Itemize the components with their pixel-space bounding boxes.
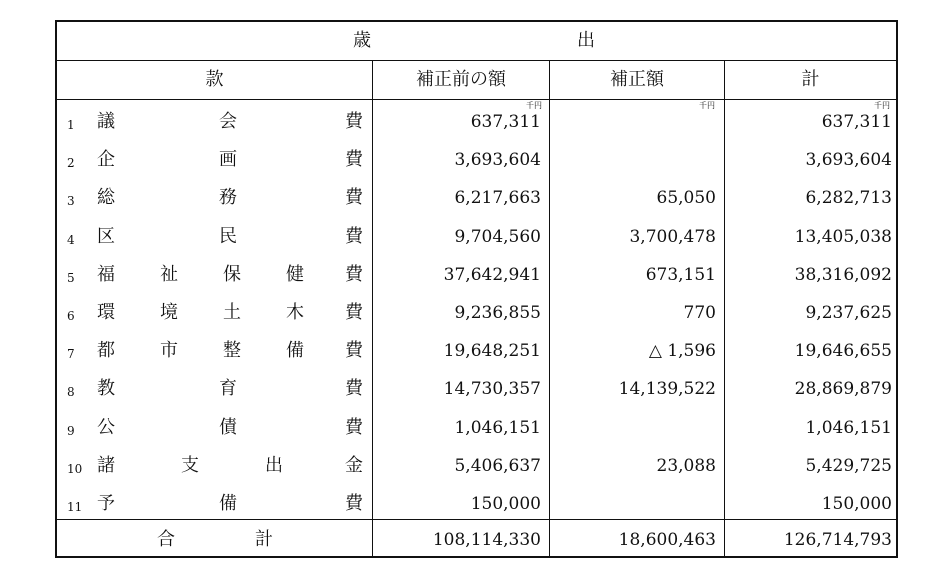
- item-name-char: 金: [345, 455, 363, 476]
- divider: [724, 60, 725, 556]
- value-before: 9,704,560: [454, 227, 541, 247]
- unit-label: 千円: [526, 101, 542, 110]
- value-before: 637,311: [470, 112, 541, 132]
- item-name-char: 民: [219, 226, 237, 247]
- row-number: 9: [67, 424, 75, 438]
- value-before: 37,642,941: [443, 265, 541, 285]
- item-name-char: 市: [160, 340, 178, 361]
- header-item: 款: [205, 69, 224, 90]
- item-name-char: 区: [97, 226, 115, 247]
- value-total: 3,693,604: [805, 150, 892, 170]
- row-number: 1: [67, 118, 75, 132]
- row-number: 10: [67, 462, 83, 476]
- item-name-char: 費: [345, 493, 363, 514]
- item-name-char: 費: [345, 187, 363, 208]
- total-before: 108,114,330: [432, 530, 541, 550]
- item-name-char: 土: [223, 302, 241, 323]
- value-total: 1,046,151: [805, 418, 892, 438]
- unit-label: 千円: [874, 101, 890, 110]
- value-amount: △ 1,596: [648, 341, 716, 361]
- row-number: 4: [67, 233, 75, 247]
- value-before: 14,730,357: [443, 379, 541, 399]
- row-number: 6: [67, 309, 75, 323]
- divider: [57, 519, 896, 520]
- total-total: 126,714,793: [783, 530, 892, 550]
- divider: [372, 60, 373, 556]
- item-name-char: 福: [97, 264, 115, 285]
- item-name-char: 教: [97, 378, 115, 399]
- value-total: 28,869,879: [794, 379, 892, 399]
- value-total: 9,237,625: [805, 303, 892, 323]
- item-name-char: 費: [345, 264, 363, 285]
- item-name-char: 総: [97, 187, 115, 208]
- item-name-char: 務: [219, 187, 237, 208]
- value-amount: 23,088: [656, 456, 716, 476]
- divider: [549, 60, 550, 556]
- item-name-char: 備: [286, 340, 304, 361]
- item-name-char: 木: [286, 302, 304, 323]
- item-name-char: 育: [219, 378, 237, 399]
- item-name-char: 費: [345, 111, 363, 132]
- value-total: 38,316,092: [794, 265, 892, 285]
- value-total: 13,405,038: [794, 227, 892, 247]
- item-name-char: 費: [345, 378, 363, 399]
- value-amount: 673,151: [645, 265, 716, 285]
- item-name-char: 企: [97, 149, 115, 170]
- total-amount: 18,600,463: [618, 530, 716, 550]
- item-name-char: 備: [219, 493, 237, 514]
- row-number: 5: [67, 271, 75, 285]
- item-name-char: 健: [286, 264, 304, 285]
- item-name-char: 予: [97, 493, 115, 514]
- value-amount: 770: [683, 303, 716, 323]
- value-amount: 3,700,478: [629, 227, 716, 247]
- value-before: 6,217,663: [454, 188, 541, 208]
- value-before: 3,693,604: [454, 150, 541, 170]
- item-name-char: 諸: [97, 455, 115, 476]
- item-name-char: 出: [265, 455, 283, 476]
- row-number: 2: [67, 156, 75, 170]
- item-name-char: 環: [97, 302, 115, 323]
- item-name-char: 都: [97, 340, 115, 361]
- divider: [57, 99, 896, 100]
- header-amount: 補正額: [610, 69, 664, 90]
- value-total: 637,311: [821, 112, 892, 132]
- value-before: 150,000: [470, 494, 541, 514]
- value-total: 150,000: [821, 494, 892, 514]
- header-title-char: 歳: [353, 30, 371, 51]
- budget-table: [55, 20, 898, 558]
- header-title-char: 出: [577, 30, 595, 51]
- item-name-char: 会: [219, 111, 237, 132]
- item-name-char: 整: [223, 340, 241, 361]
- header-total: 計: [801, 69, 820, 90]
- item-name-char: 議: [97, 111, 115, 132]
- item-name-char: 費: [345, 302, 363, 323]
- item-name-char: 公: [97, 417, 115, 438]
- total-label-char: 計: [255, 529, 273, 550]
- row-number: 7: [67, 347, 75, 361]
- value-total: 5,429,725: [805, 456, 892, 476]
- item-name-char: 費: [345, 340, 363, 361]
- row-number: 3: [67, 194, 75, 208]
- divider: [57, 60, 896, 61]
- item-name-char: 債: [219, 417, 237, 438]
- total-label-char: 合: [157, 529, 175, 550]
- item-name-char: 費: [345, 226, 363, 247]
- value-before: 19,648,251: [443, 341, 541, 361]
- value-before: 9,236,855: [454, 303, 541, 323]
- item-name-char: 支: [181, 455, 199, 476]
- header-before: 補正前の額: [416, 69, 506, 90]
- row-number: 11: [67, 500, 83, 514]
- item-name-char: 境: [160, 302, 178, 323]
- row-number: 8: [67, 385, 75, 399]
- unit-label: 千円: [699, 101, 715, 110]
- value-amount: 14,139,522: [618, 379, 716, 399]
- item-name-char: 祉: [160, 264, 178, 285]
- item-name-char: 保: [223, 264, 241, 285]
- item-name-char: 費: [345, 417, 363, 438]
- value-before: 1,046,151: [454, 418, 541, 438]
- value-total: 6,282,713: [805, 188, 892, 208]
- value-total: 19,646,655: [794, 341, 892, 361]
- item-name-char: 画: [219, 149, 237, 170]
- item-name-char: 費: [345, 149, 363, 170]
- value-before: 5,406,637: [454, 456, 541, 476]
- value-amount: 65,050: [656, 188, 716, 208]
